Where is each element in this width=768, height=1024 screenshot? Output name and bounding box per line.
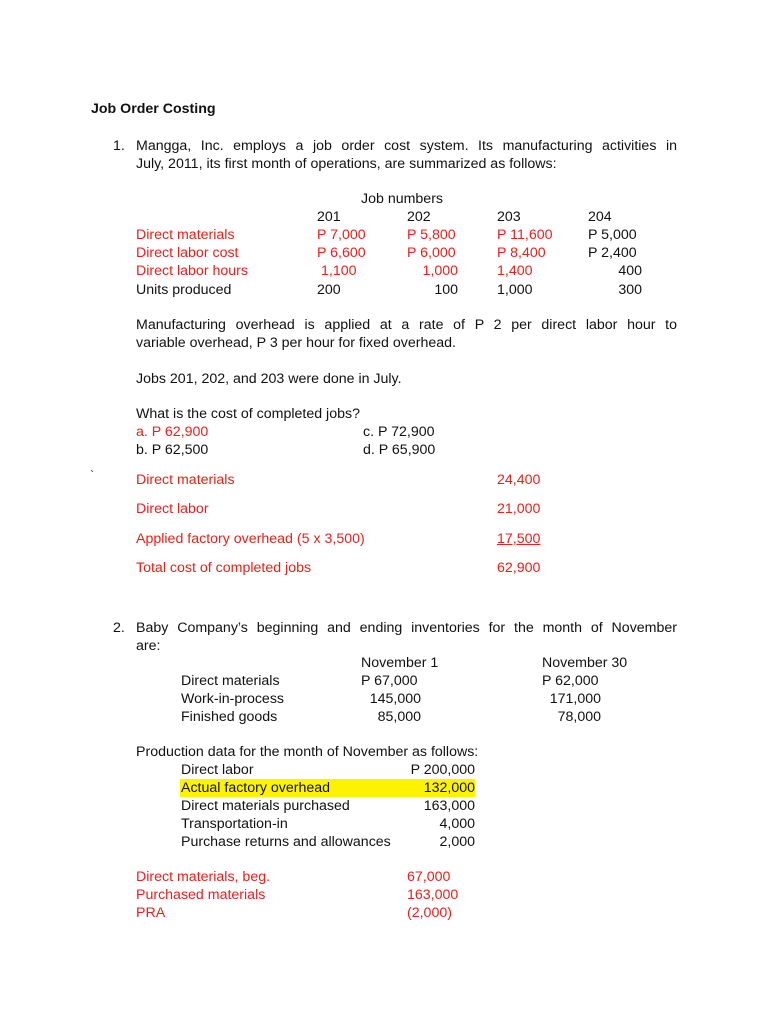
col-header-november-30: November 30	[542, 655, 628, 671]
cell-dm-202: P 5,800	[407, 227, 456, 243]
row-label-direct-materials: Direct materials	[136, 227, 235, 243]
prod-label-transportation-in: Transportation-in	[181, 816, 288, 832]
q2-solution-value-purchased: 163,000	[407, 887, 459, 903]
overhead-line-1: Manufacturing overhead is applied at a rate of P 2 per direct labor hour to	[136, 317, 677, 333]
inv-nov1-finished-goods: 85,000	[377, 709, 421, 725]
cell-up-203: 1,000	[497, 282, 533, 298]
prod-label-purchase-returns: Purchase returns and allowances	[181, 834, 391, 850]
job-numbers-caption: Job numbers	[361, 191, 444, 207]
solution-value-direct-materials: 24,400	[497, 472, 541, 488]
cell-dlc-201: P 6,600	[317, 245, 366, 261]
solution-value-total-cost: 62,900	[497, 560, 541, 576]
solution-value-applied-overhead: 17,500	[497, 531, 541, 547]
cell-dm-204: P 5,000	[588, 227, 637, 243]
row-label-units-produced: Units produced	[136, 282, 232, 298]
jobs-done-text: Jobs 201, 202, and 203 were done in July.	[136, 371, 402, 387]
q2-intro-line-1: Baby Company’s beginning and ending inventories for the month of November	[136, 620, 677, 636]
cell-up-204: 300	[618, 282, 642, 298]
solution-label-total-cost: Total cost of completed jobs	[136, 560, 312, 576]
col-header-november-1: November 1	[361, 655, 439, 671]
q2-solution-label-purchased: Purchased materials	[136, 887, 266, 903]
inv-label-finished-goods: Finished goods	[181, 709, 278, 725]
choice-a: a. P 62,900	[136, 424, 209, 440]
inv-nov1-direct-materials: P 67,000	[361, 673, 418, 689]
cell-up-202: 100	[434, 282, 458, 298]
job-202-header: 202	[407, 209, 431, 225]
cell-dm-201: P 7,000	[317, 227, 366, 243]
q2-number: 2.	[113, 620, 125, 636]
page-title: Job Order Costing	[91, 101, 216, 117]
inv-nov30-work-in-process: 171,000	[549, 691, 601, 707]
cell-dlh-201: 1,100	[321, 263, 357, 279]
q1-intro-line-1: Mangga, Inc. employs a job order cost system. Its manufacturing activities in	[136, 138, 677, 154]
overhead-line-2: variable overhead, P 3 per hour for fixed overhead.	[136, 335, 456, 351]
inv-label-work-in-process: Work-in-process	[181, 691, 285, 707]
prod-label-direct-materials-purchased: Direct materials purchased	[181, 798, 350, 814]
choice-d: d. P 65,900	[363, 442, 436, 458]
cell-dlh-204: 400	[618, 263, 642, 279]
row-label-direct-labor-cost: Direct labor cost	[136, 245, 239, 261]
choice-b: b. P 62,500	[136, 442, 209, 458]
inv-label-direct-materials: Direct materials	[181, 673, 280, 689]
inv-nov30-direct-materials: P 62,000	[542, 673, 599, 689]
prod-value-direct-labor: P 200,000	[410, 762, 475, 778]
solution-label-direct-labor: Direct labor	[136, 501, 209, 517]
solution-value-direct-labor: 21,000	[497, 501, 541, 517]
job-203-header: 203	[497, 209, 521, 225]
production-intro: Production data for the month of November as follows:	[136, 744, 479, 760]
q2-solution-value-dm-beg: 67,000	[407, 869, 451, 885]
q2-solution-value-pra: (2,000)	[407, 905, 452, 921]
q2-intro-line-2: are:	[136, 638, 161, 654]
q1-question: What is the cost of completed jobs?	[136, 406, 360, 422]
cell-dlc-203: P 8,400	[497, 245, 546, 261]
choice-c: c. P 72,900	[363, 424, 435, 440]
cell-dm-203: P 11,600	[497, 227, 553, 243]
cell-dlc-204: P 2,400	[588, 245, 637, 261]
job-201-header: 201	[317, 209, 341, 225]
cell-dlh-202: 1,000	[422, 263, 458, 279]
solution-label-direct-materials: Direct materials	[136, 472, 235, 488]
prod-label-actual-factory-overhead: Actual factory overhead	[181, 780, 331, 796]
cell-dlh-203: 1,400	[497, 263, 533, 279]
q2-solution-label-pra: PRA	[136, 905, 166, 921]
cell-dlc-202: P 6,000	[407, 245, 456, 261]
prod-value-transportation-in: 4,000	[439, 816, 475, 832]
stray-mark: `	[90, 468, 94, 482]
job-204-header: 204	[588, 209, 612, 225]
inv-nov30-finished-goods: 78,000	[557, 709, 601, 725]
prod-value-purchase-returns: 2,000	[439, 834, 475, 850]
q1-intro-line-2: July, 2011, its first month of operations, are summarized as follows:	[136, 156, 557, 172]
q2-solution-label-dm-beg: Direct materials, beg.	[136, 869, 271, 885]
cell-up-201: 200	[317, 282, 341, 298]
solution-label-applied-overhead: Applied factory overhead (5 x 3,500)	[136, 531, 365, 547]
inv-nov1-work-in-process: 145,000	[369, 691, 421, 707]
row-label-direct-labor-hours: Direct labor hours	[136, 263, 248, 279]
prod-label-direct-labor: Direct labor	[181, 762, 254, 778]
prod-value-direct-materials-purchased: 163,000	[423, 798, 475, 814]
q1-number: 1.	[113, 138, 125, 154]
prod-value-actual-factory-overhead: 132,000	[423, 780, 475, 796]
